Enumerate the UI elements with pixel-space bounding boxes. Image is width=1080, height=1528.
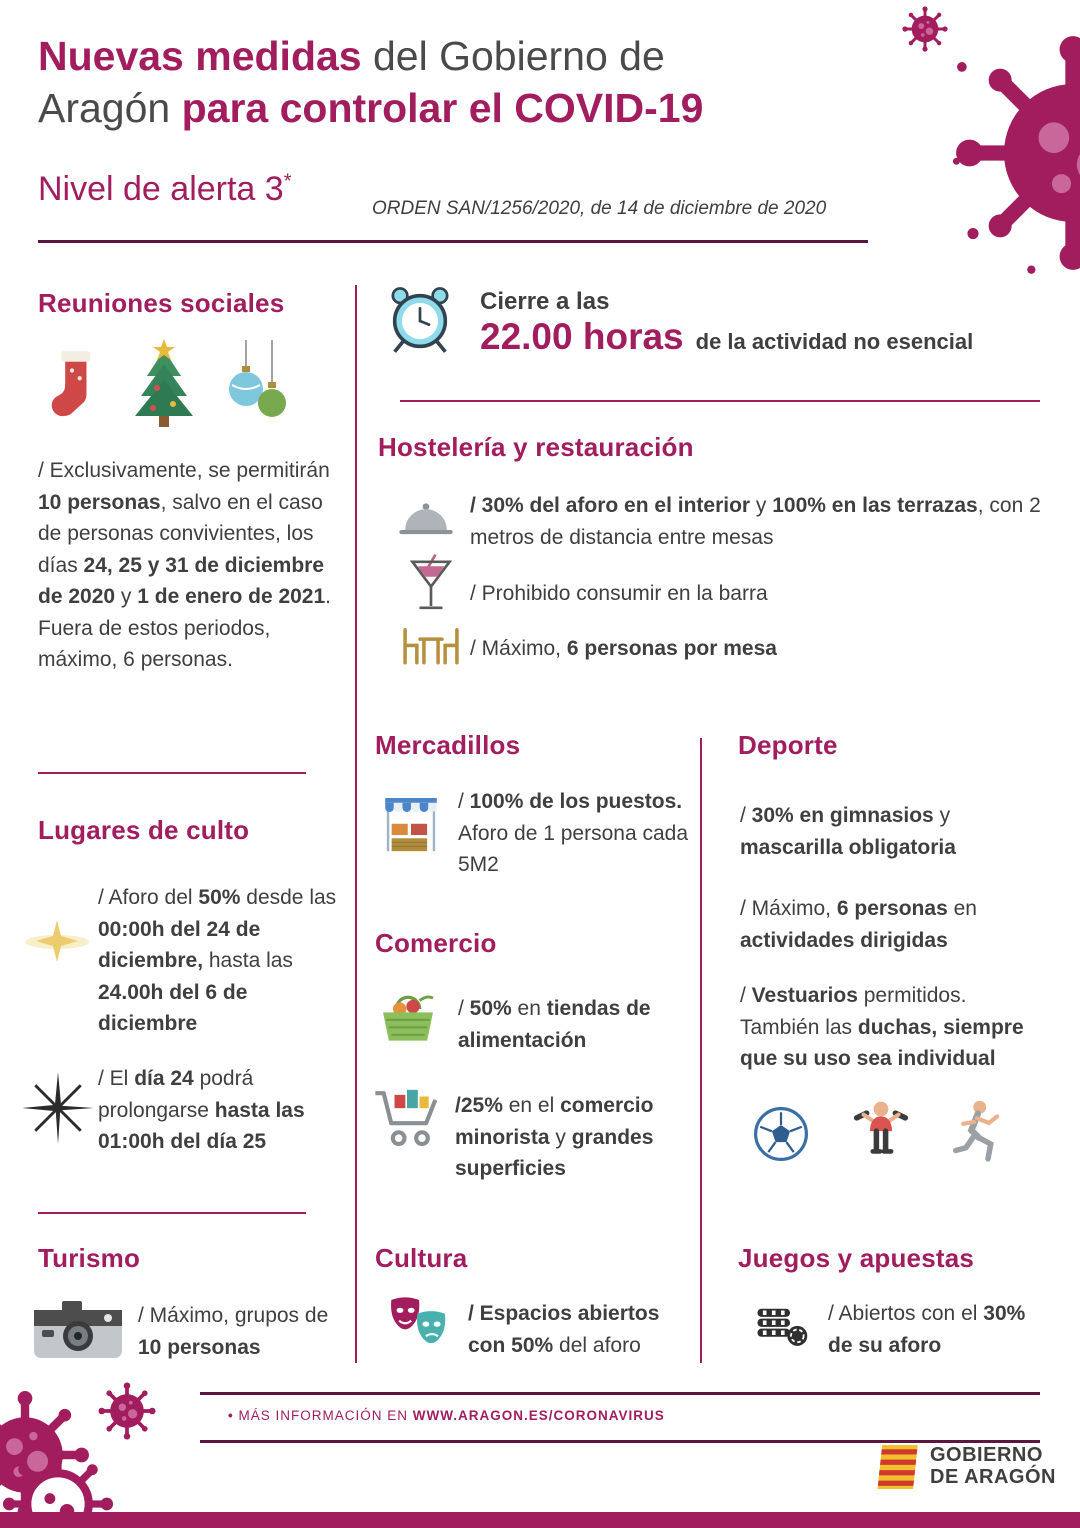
camera-icon — [32, 1296, 124, 1362]
virus-icon — [902, 6, 948, 52]
weightlifting-icon — [850, 1098, 912, 1168]
hosteleria-item: / Máximo, 6 personas por mesa — [470, 637, 777, 660]
section-title-juegos: Juegos y apuestas — [738, 1243, 975, 1273]
food-basket-icon — [378, 990, 438, 1048]
alert-asterisk: * — [283, 170, 292, 193]
star-burst-icon — [22, 1072, 94, 1144]
alert-level — [38, 170, 291, 209]
column-divider — [355, 285, 357, 1363]
section-title-cultura: Cultura — [375, 1243, 468, 1273]
section-title-mercadillos: Mercadillos — [375, 730, 521, 760]
comercio-item: /25% en el comercio minorista y grandes superficies — [455, 1094, 654, 1180]
header-divider — [38, 240, 868, 243]
footer-divider — [200, 1440, 1040, 1443]
comercio-item: / 50% en tiendas de alimentación — [458, 997, 651, 1052]
footer-info: • MÁS INFORMACIÓN EN WWW.ARAGON.ES/CORONAVIRUS — [228, 1408, 665, 1423]
poker-chips-icon — [752, 1295, 810, 1355]
glow-star-icon — [22, 918, 92, 964]
turismo-body: / Máximo, grupos de 10 personas — [138, 1304, 329, 1359]
shopping-cart-icon — [372, 1086, 442, 1152]
christmas-ornaments-icon — [222, 340, 294, 432]
closure-time-row — [480, 316, 1040, 358]
footer-divider — [200, 1392, 1040, 1395]
bottom-bar — [0, 1512, 1080, 1528]
virus-icon — [98, 1382, 156, 1440]
cocktail-icon — [408, 548, 454, 618]
running-icon — [945, 1098, 1007, 1168]
deporte-item: / 30% en gimnasios y mascarilla obligatoria — [740, 804, 956, 859]
column-divider — [700, 738, 702, 1363]
closure-time: 22.00 horas — [480, 316, 684, 357]
section-title-turismo: Turismo — [38, 1243, 141, 1273]
table-chairs-icon — [398, 626, 464, 668]
alarm-clock-icon — [382, 283, 458, 359]
virus-icon — [948, 28, 1080, 278]
section-divider — [38, 1212, 306, 1214]
hosteleria-item: / Prohibido consumir en la barra — [470, 582, 768, 605]
culto-item: / Aforo del 50% desde las 00:00h del 24 de diciembre, hasta las 24.00h del 6 de diciembre — [98, 886, 337, 1035]
section-divider — [400, 400, 1040, 402]
section-title-culto: Lugares de culto — [38, 815, 250, 845]
alert-level-text: Nivel de alerta 3 — [38, 170, 284, 208]
juegos-body: / Abiertos con el 30% de su aforo — [828, 1302, 1026, 1357]
page-title: Nuevas medidas del Gobierno de Aragón para controlar el COVID-19 — [38, 33, 704, 132]
reuniones-body: / Exclusivamente, se permitirán 10 personas, salvo en el caso de personas convivientes, los días 24, 25 y 31 de diciembre de 2020 y 1 de enero de 2021. Fuera de estos periodos, máximo, 6 personas. — [38, 459, 332, 671]
section-title-deporte: Deporte — [738, 730, 838, 760]
deporte-item: / Vestuarios permitidos. También las duchas, siempre que su uso sea individual — [740, 984, 1024, 1070]
theater-masks-icon — [382, 1293, 456, 1357]
section-title-hosteleria: Hostelería y restauración — [378, 432, 694, 462]
logo-line1: GOBIERNO — [930, 1444, 1043, 1466]
section-divider — [38, 772, 306, 774]
section-title-reuniones: Reuniones sociales — [38, 288, 285, 318]
government-logo — [930, 1444, 1056, 1489]
culto-item: / El día 24 podrá prolongarse hasta las 01:00h del día 25 — [98, 1067, 305, 1153]
market-stall-icon — [382, 793, 440, 861]
mercadillos-body: / 100% de los puestos. Aforo de 1 persona cada 5M2 — [458, 790, 688, 876]
closure-tail: de la actividad no esencial — [695, 329, 974, 354]
christmas-stocking-icon — [42, 348, 100, 420]
christmas-tree-icon — [128, 338, 200, 430]
hosteleria-item: / 30% del aforo en el interior y 100% en las terrazas, con 2 metros de distancia entre mesas — [470, 494, 1041, 549]
order-reference: ORDEN SAN/1256/2020, de 14 de diciembre de 2020 — [372, 198, 827, 219]
aragon-flag-icon — [876, 1444, 922, 1490]
cultura-body: / Espacios abiertos con 50% del aforo — [468, 1302, 660, 1357]
serving-cloche-icon — [396, 498, 456, 542]
soccer-ball-icon — [752, 1105, 810, 1163]
logo-line2: DE ARAGÓN — [930, 1466, 1056, 1489]
deporte-item: / Máximo, 6 personas en actividades dirigidas — [740, 897, 977, 952]
closure-lead: Cierre a las — [480, 288, 610, 315]
section-title-comercio: Comercio — [375, 928, 497, 958]
